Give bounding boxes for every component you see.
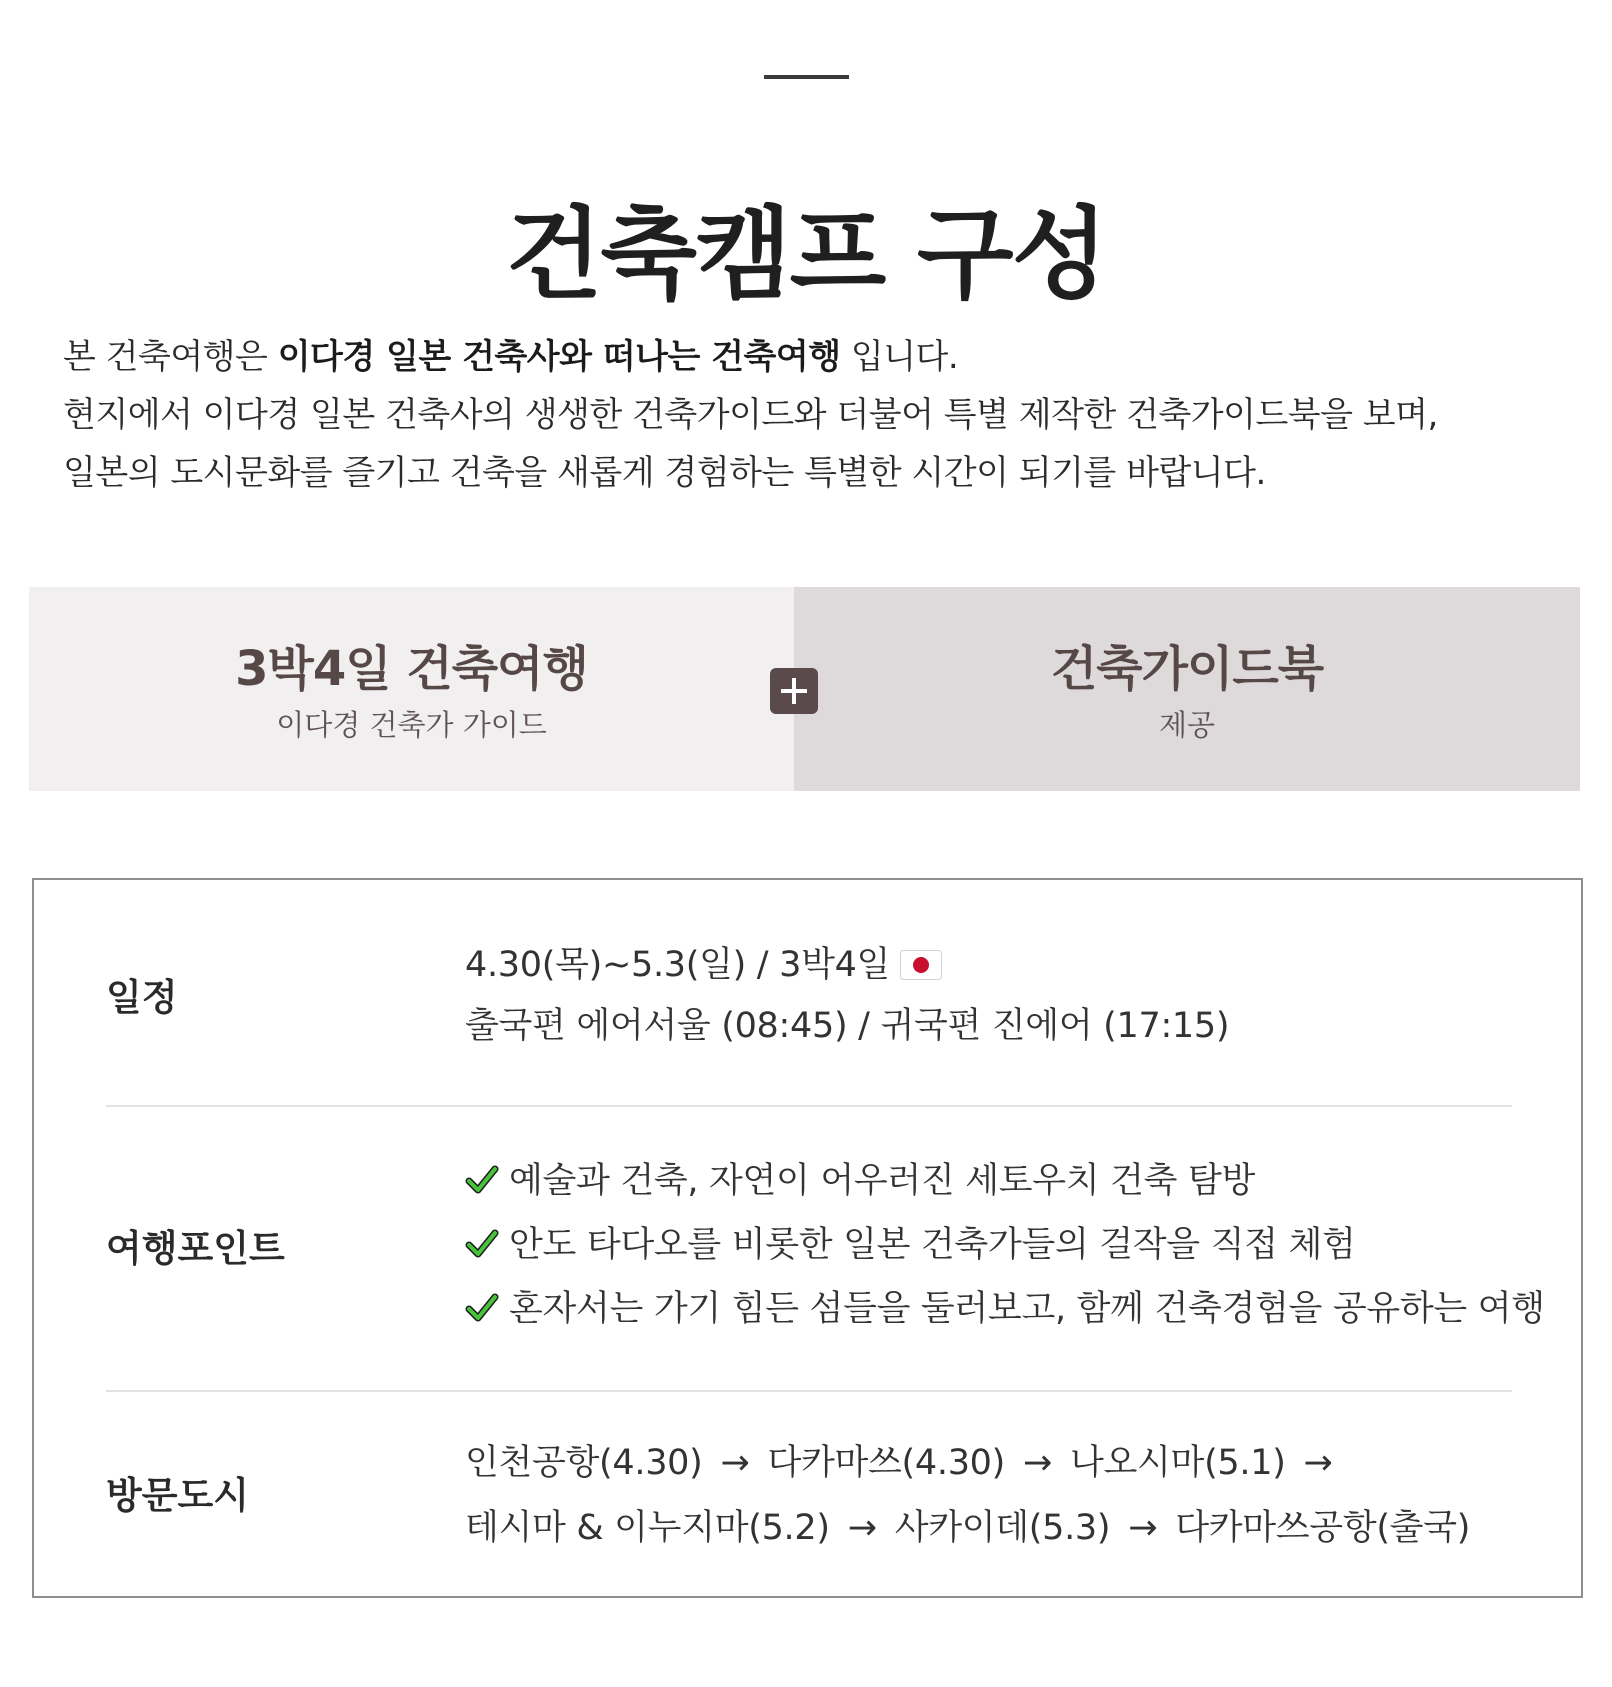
city-stop: 인천공항(4.30) [465, 1443, 703, 1483]
combo-trip-panel [29, 587, 794, 791]
city-stop: 사카이데(5.3) [894, 1508, 1111, 1548]
arrow-right-icon: → [720, 1443, 750, 1483]
intro-line-1 [63, 328, 1563, 386]
arrow-right-icon: → [1023, 1443, 1053, 1483]
city-stop: 다카마쓰공항(출국) [1175, 1508, 1471, 1548]
points-label: 여행포인트 [106, 1227, 285, 1270]
city-stop: 테시마 & 이누지마(5.2) [465, 1508, 830, 1548]
point-item [465, 1286, 1545, 1332]
intro-line-2: 현지에서 이다경 일본 건축사의 생생한 건축가이드와 더불어 특별 제작한 건축가이드북을 보며, [63, 395, 1438, 435]
green-check-icon [465, 1227, 499, 1261]
title-accent-rule [764, 75, 849, 79]
cities-route-row-2 [465, 1505, 1470, 1551]
point-item-text: 예술과 건축, 자연이 어우러진 세토우치 건축 탐방 [509, 1161, 1255, 1201]
arrow-right-icon: → [847, 1508, 877, 1548]
plus-icon-vertical [792, 678, 796, 704]
city-stop: 다카마쓰(4.30) [767, 1443, 1005, 1483]
schedule-label: 일정 [106, 976, 178, 1019]
intro-line-1-emphasis: 이다경 일본 건축사와 떠나는 건축여행 [277, 337, 841, 377]
combo-guidebook-title: 건축가이드북 [1050, 641, 1324, 697]
green-check-icon [465, 1163, 499, 1197]
combo-trip-title: 3박4일 건축여행 [235, 641, 588, 697]
point-item-text: 혼자서는 가기 힘든 섬들을 둘러보고, 함께 건축경험을 공유하는 여행 [509, 1289, 1545, 1329]
point-item-text: 안도 타다오를 비롯한 일본 건축가들의 걸작을 직접 체험 [509, 1225, 1356, 1265]
green-check-icon [465, 1291, 499, 1325]
intro-line-1-suffix: 입니다. [840, 337, 959, 377]
combo-trip-subtitle: 이다경 건축가 가이드 [276, 708, 547, 742]
combo-guidebook-panel [794, 587, 1580, 791]
plus-icon [770, 668, 818, 714]
row-divider [106, 1105, 1512, 1107]
page-title: 건축캠프 구성 [505, 196, 1107, 313]
point-item [465, 1158, 1255, 1204]
city-stop: 나오시마(5.1) [1070, 1443, 1286, 1483]
point-item [465, 1222, 1356, 1268]
trip-info-table [32, 878, 1583, 1598]
intro-line-1-prefix: 본 건축여행은 [63, 337, 278, 377]
cities-label: 방문도시 [106, 1474, 249, 1517]
japan-flag-icon [900, 950, 942, 980]
schedule-dates-text: 4.30(목)~5.3(일) / 3박4일 [465, 945, 891, 985]
arrow-right-icon: → [1128, 1508, 1158, 1548]
schedule-dates [465, 942, 942, 988]
arrow-right-icon: → [1303, 1443, 1333, 1483]
cities-route-row-1 [465, 1440, 1351, 1486]
row-divider [106, 1390, 1512, 1392]
intro-line-3: 일본의 도시문화를 즐기고 건축을 새롭게 경험하는 특별한 시간이 되기를 바랍니다. [63, 453, 1266, 493]
intro-text [63, 328, 1563, 502]
schedule-flights: 출국편 에어서울 (08:45) / 귀국편 진에어 (17:15) [465, 1006, 1230, 1046]
combo-guidebook-subtitle: 제공 [1158, 708, 1216, 742]
